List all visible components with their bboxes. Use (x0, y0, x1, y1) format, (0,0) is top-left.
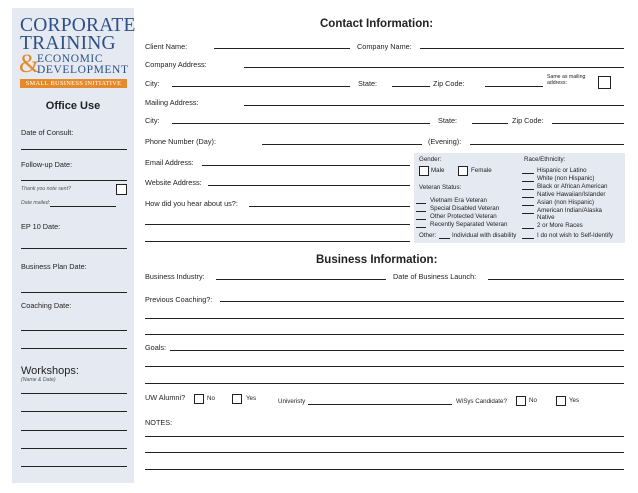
notes-field-2[interactable] (145, 452, 624, 453)
logo-training: TRAINING (20, 33, 116, 54)
previous-coaching-field-1[interactable] (220, 301, 624, 302)
previous-coaching-field-2[interactable] (145, 318, 624, 319)
follow-up-date-label: Follow-up Date: (21, 160, 73, 169)
goals-field-2[interactable] (145, 366, 624, 367)
disability-line[interactable] (439, 238, 450, 239)
same-as-mailing-checkbox[interactable] (598, 76, 611, 89)
veteran-option-line-1[interactable] (416, 203, 426, 204)
female-checkbox[interactable] (458, 166, 468, 176)
race-option-line-4[interactable] (522, 197, 534, 198)
veteran-status-label: Veteran Status: (419, 184, 462, 191)
launch-date-field[interactable] (488, 279, 624, 280)
veteran-option-3: Other Protected Veteran (430, 213, 497, 220)
university-label: Univeristy (278, 398, 306, 405)
client-name-label: Client Name: (145, 42, 188, 51)
company-address-label: Company Address: (145, 60, 207, 69)
coaching-date-field-1[interactable] (21, 330, 127, 331)
race-option-2: White (non Hispanic) (537, 175, 595, 182)
state-label: State: (358, 79, 378, 88)
coaching-date-field-2[interactable] (21, 348, 127, 349)
race-option-line-1[interactable] (522, 173, 534, 174)
veteran-option-4: Recently Separated Veteran (430, 221, 508, 228)
wisys-candidate-label: WiSys Candidate? (456, 398, 507, 405)
website-field[interactable] (208, 185, 410, 186)
race-option-line-2[interactable] (522, 181, 534, 182)
wisys-no-checkbox[interactable] (516, 396, 526, 406)
zip-code-field[interactable] (485, 86, 543, 87)
workshop-field-3[interactable] (21, 430, 127, 431)
uw-alumni-no-checkbox[interactable] (194, 394, 204, 404)
date-of-consult-field[interactable] (21, 149, 127, 150)
company-name-label: Company Name: (357, 42, 412, 51)
notes-label: NOTES: (145, 418, 173, 427)
client-name-field[interactable] (214, 48, 350, 49)
contact-information-title: Contact Information: (320, 18, 434, 30)
individual-with-disability-label: Individual with disability (452, 232, 517, 239)
self-identify-label: I do not wish to Self-Identify (537, 232, 614, 239)
follow-up-date-field[interactable] (21, 180, 127, 181)
company-address-field[interactable] (244, 67, 624, 68)
mailing-zip-code-label: Zip Code: (512, 116, 544, 125)
workshop-field-4[interactable] (21, 448, 127, 449)
notes-field-1[interactable] (145, 436, 624, 437)
previous-coaching-label: Previous Coaching?: (145, 295, 213, 304)
race-option-7: Native (537, 214, 555, 221)
phone-evening-label: (Evening): (428, 137, 462, 146)
race-option-1: Hispanic or Latino (537, 167, 587, 174)
gender-label: Gender: (419, 156, 442, 163)
workshops-sub-label: (Name & Date) (21, 377, 56, 383)
workshop-field-1[interactable] (21, 393, 127, 394)
phone-evening-field[interactable] (470, 144, 624, 145)
workshop-field-2[interactable] (21, 411, 127, 412)
date-mailed-label: Date mailed: (21, 200, 51, 206)
notes-field-3[interactable] (145, 469, 624, 470)
uw-alumni-no-label: No (207, 395, 215, 402)
goals-field-1[interactable] (170, 350, 624, 351)
race-ethnicity-label: Race/Ethnicity: (524, 156, 566, 163)
veteran-option-line-2[interactable] (416, 211, 426, 212)
wisys-yes-label: Yes (569, 397, 580, 404)
phone-day-field[interactable] (262, 144, 422, 145)
race-option-5: Asian (non Hispanic) (537, 199, 595, 206)
self-identify-line[interactable] (522, 238, 534, 239)
previous-coaching-field-3[interactable] (145, 334, 624, 335)
email-label: Email Address: (145, 158, 194, 167)
race-option-3: Black or African American (537, 183, 608, 190)
race-option-line-6[interactable] (522, 213, 534, 214)
race-option-line-8[interactable] (522, 228, 534, 229)
male-label: Male (431, 167, 445, 174)
business-information-title: Business Information: (316, 254, 438, 266)
mailing-city-label: City: (145, 116, 160, 125)
logo-corporate: CORPORATE (20, 15, 136, 36)
wisys-yes-checkbox[interactable] (556, 396, 566, 406)
business-plan-date-label: Business Plan Date: (21, 262, 87, 271)
mailing-state-label: State: (438, 116, 458, 125)
coaching-date-label: Coaching Date: (21, 301, 72, 310)
veteran-option-1: Vietnam Era Veteran (430, 197, 487, 204)
logo-ampersand: & (19, 49, 40, 78)
business-plan-date-field[interactable] (21, 292, 127, 293)
veteran-option-2: Special Disabled Veteran (430, 205, 500, 212)
launch-date-label: Date of Business Launch: (393, 272, 477, 281)
wisys-no-label: No (529, 397, 537, 404)
veteran-option-line-3[interactable] (416, 219, 426, 220)
mailing-address-field[interactable] (244, 105, 624, 106)
race-option-line-3[interactable] (522, 189, 534, 190)
race-option-line-5[interactable] (522, 205, 534, 206)
logo-economic: ECONOMIC (37, 53, 104, 65)
male-checkbox[interactable] (419, 166, 429, 176)
veteran-option-line-4[interactable] (416, 227, 426, 228)
city-label: City: (145, 79, 160, 88)
company-name-field[interactable] (420, 48, 624, 49)
thank-you-note-label: Thank you note sent? (21, 186, 71, 192)
ep10-date-label: EP 10 Date: (21, 222, 61, 231)
zip-code-label: Zip Code: (433, 79, 465, 88)
mailing-state-field[interactable] (472, 123, 508, 124)
office-use-title: Office Use (45, 100, 101, 112)
website-label: Website Address: (145, 178, 202, 187)
race-option-4: Native Hawaiian/Islander (537, 191, 606, 198)
ep10-date-field[interactable] (21, 248, 127, 249)
city-field[interactable] (172, 86, 350, 87)
business-industry-field[interactable] (216, 279, 386, 280)
goals-field-3[interactable] (145, 383, 624, 384)
mailing-address-label: Mailing Address: (145, 98, 199, 107)
mailing-city-field[interactable] (172, 123, 430, 124)
same-as-mailing-label: Same as mailing address: (547, 74, 586, 86)
goals-label: Goals: (145, 343, 167, 352)
uw-alumni-yes-label: Yes (246, 395, 257, 402)
race-option-6: American Indian/Alaska (537, 207, 603, 214)
date-of-consult-label: Date of Consult: (21, 128, 74, 137)
female-label: Female (471, 167, 492, 174)
race-option-8: 2 or More Races (537, 222, 583, 229)
other-label: Other: (419, 232, 437, 239)
date-mailed-field[interactable] (50, 206, 116, 207)
mailing-zip-code-field[interactable] (552, 123, 624, 124)
logo-tagline: SMALL BUSINESS INITIATIVE (20, 79, 127, 88)
hear-about-field-2[interactable] (145, 224, 410, 225)
uw-alumni-yes-checkbox[interactable] (232, 394, 242, 404)
logo-development: DEVELOPMENT (37, 64, 129, 76)
workshops-label: Workshops: (21, 365, 79, 377)
uw-alumni-label: UW Alumni? (145, 393, 186, 402)
hear-about-field-3[interactable] (145, 241, 410, 242)
state-field[interactable] (392, 86, 430, 87)
workshop-field-5[interactable] (21, 466, 127, 467)
hear-about-label: How did you hear about us?: (145, 199, 238, 208)
email-field[interactable] (202, 165, 410, 166)
hear-about-field-1[interactable] (249, 206, 410, 207)
phone-day-label: Phone Number (Day): (145, 137, 216, 146)
business-industry-label: Business Industry: (145, 272, 205, 281)
university-field[interactable] (308, 404, 452, 405)
thank-you-note-checkbox[interactable] (116, 184, 127, 195)
